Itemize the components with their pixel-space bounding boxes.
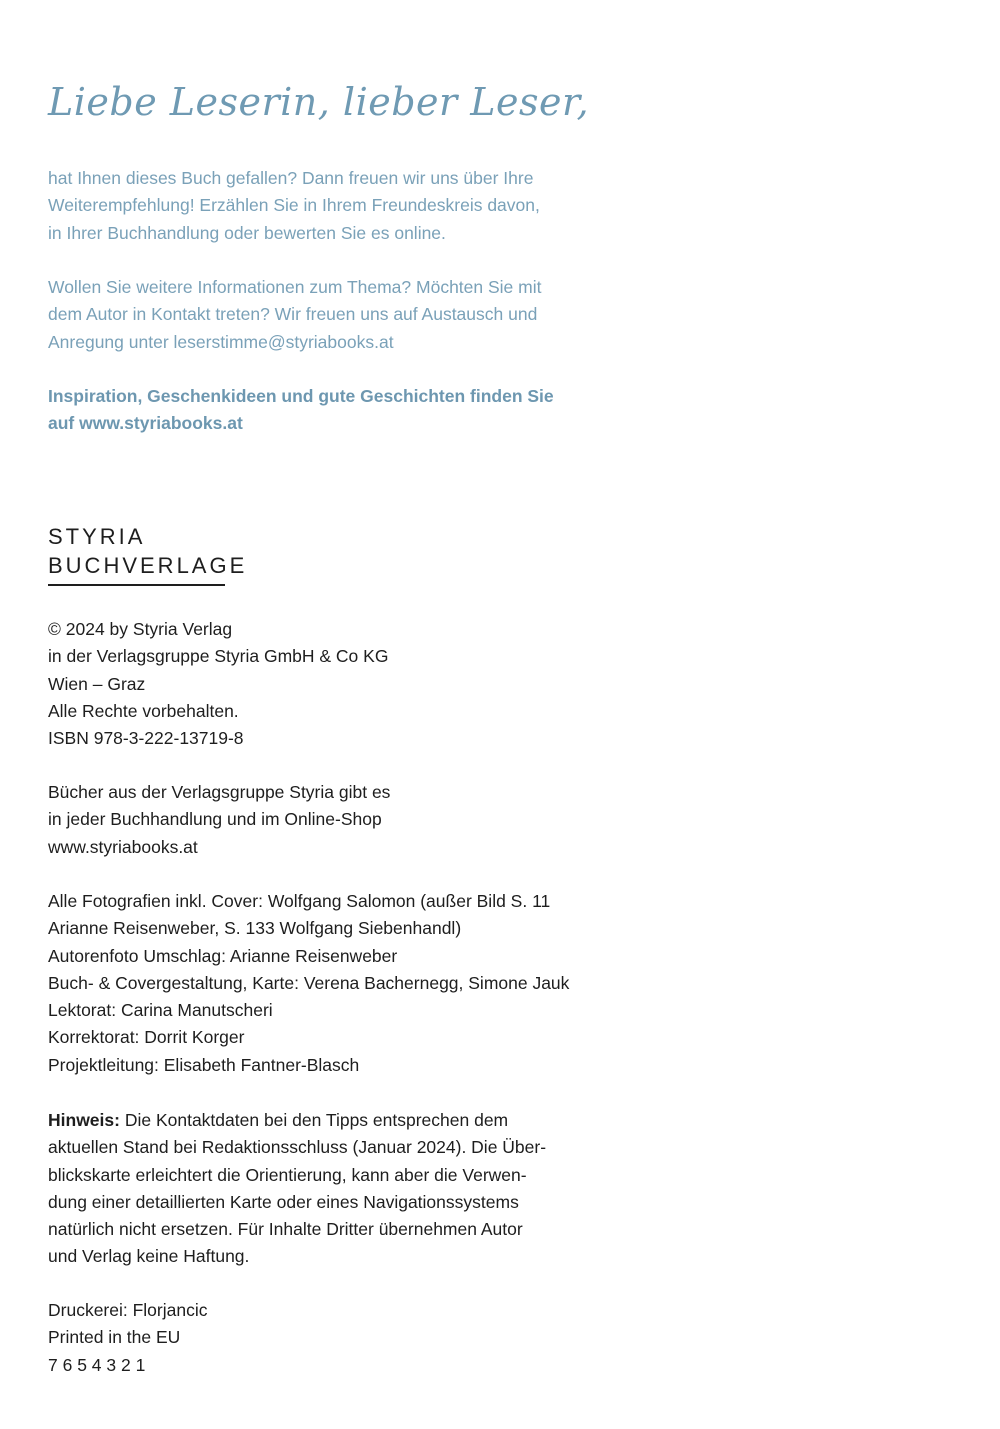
notice-line: aktuellen Stand bei Redaktionsschluss (Januar 2024). Die Über- (48, 1137, 547, 1158)
notice-block (48, 1107, 608, 1271)
shop-line: Bücher aus der Verlagsgruppe Styria gibt es (48, 782, 391, 802)
intro-line: in Ihrer Buchhandlung oder bewerten Sie es online. (48, 222, 446, 243)
publisher-logo (48, 522, 247, 580)
notice-line: und Verlag keine Haftung. (48, 1246, 250, 1267)
print-line: Printed in the EU (48, 1327, 181, 1348)
greeting-heading: Liebe Leserin, lieber Leser, (48, 80, 590, 124)
logo-line-styria: STYRIA (48, 524, 146, 549)
credits-line: Arianne Reisenweber, S. 133 Wolfgang Siebenhandl) (48, 918, 462, 939)
notice-line: blickskarte erleichtert die Orientierung, kann aber die Verwen- (48, 1164, 527, 1185)
notice-first-line (48, 1107, 608, 1134)
credits-block (48, 888, 608, 1079)
contact-line: dem Autor in Kontakt treten? Wir freuen uns auf Austausch und (48, 304, 538, 325)
notice-line: dung einer detaillierten Karte oder eines Navigationssystems (48, 1191, 519, 1212)
inspiration-paragraph (48, 383, 608, 438)
copyright-line: Wien – Graz (48, 673, 146, 694)
copyright-line: © 2024 by Styria Verlag (48, 619, 233, 639)
credits-line: Lektorat: Carina Manutscheri (48, 1000, 273, 1021)
credits-line: Alle Fotografien inkl. Cover: Wolfgang Salomon (außer Bild S. 11 (48, 891, 551, 911)
notice-line: natürlich nicht ersetzen. Für Inhalte Dritter übernehmen Autor (48, 1219, 523, 1240)
intro-line: Weiterempfehlung! Erzählen Sie in Ihrem Freundeskreis davon, (48, 195, 540, 216)
shop-url-line: www.styriabooks.at (48, 836, 198, 857)
isbn-line: ISBN 978-3-222-13719-8 (48, 728, 244, 749)
print-line: Druckerei: Florjancic (48, 1300, 208, 1320)
shop-block (48, 779, 608, 861)
intro-line: hat Ihnen dieses Buch gefallen? Dann freuen wir uns über Ihre (48, 168, 534, 188)
print-block (48, 1297, 608, 1379)
credits-line: Buch- & Covergestaltung, Karte: Verena Bachernegg, Simone Jauk (48, 972, 570, 993)
copyright-line: in der Verlagsgruppe Styria GmbH & Co KG (48, 646, 389, 667)
logo-line-buchverlage: BUCHVERLAGE (48, 553, 248, 578)
credits-line: Korrektorat: Dorrit Korger (48, 1027, 245, 1048)
inspiration-line: Inspiration, Geschenkideen und gute Geschichten finden Sie (48, 386, 554, 406)
notice-label: Hinweis: (48, 1110, 120, 1130)
notice-first-line-text: Die Kontaktdaten bei den Tipps entsprechen dem (119, 1110, 509, 1130)
contact-line: Anregung unter leserstimme@styriabooks.at (48, 331, 394, 352)
print-run-line: 7 6 5 4 3 2 1 (48, 1354, 146, 1375)
contact-paragraph (48, 274, 608, 356)
copyright-line: Alle Rechte vorbehalten. (48, 700, 239, 721)
logo-underline (48, 584, 225, 586)
shop-line: in jeder Buchhandlung und im Online-Shop (48, 809, 382, 830)
credits-line: Projektleitung: Elisabeth Fantner-Blasch (48, 1054, 360, 1075)
copyright-block (48, 616, 608, 752)
credits-line: Autorenfoto Umschlag: Arianne Reisenweber (48, 945, 398, 966)
inspiration-line: auf www.styriabooks.at (48, 413, 243, 434)
contact-line: Wollen Sie weitere Informationen zum Thema? Möchten Sie mit (48, 277, 542, 297)
intro-paragraph (48, 165, 608, 247)
